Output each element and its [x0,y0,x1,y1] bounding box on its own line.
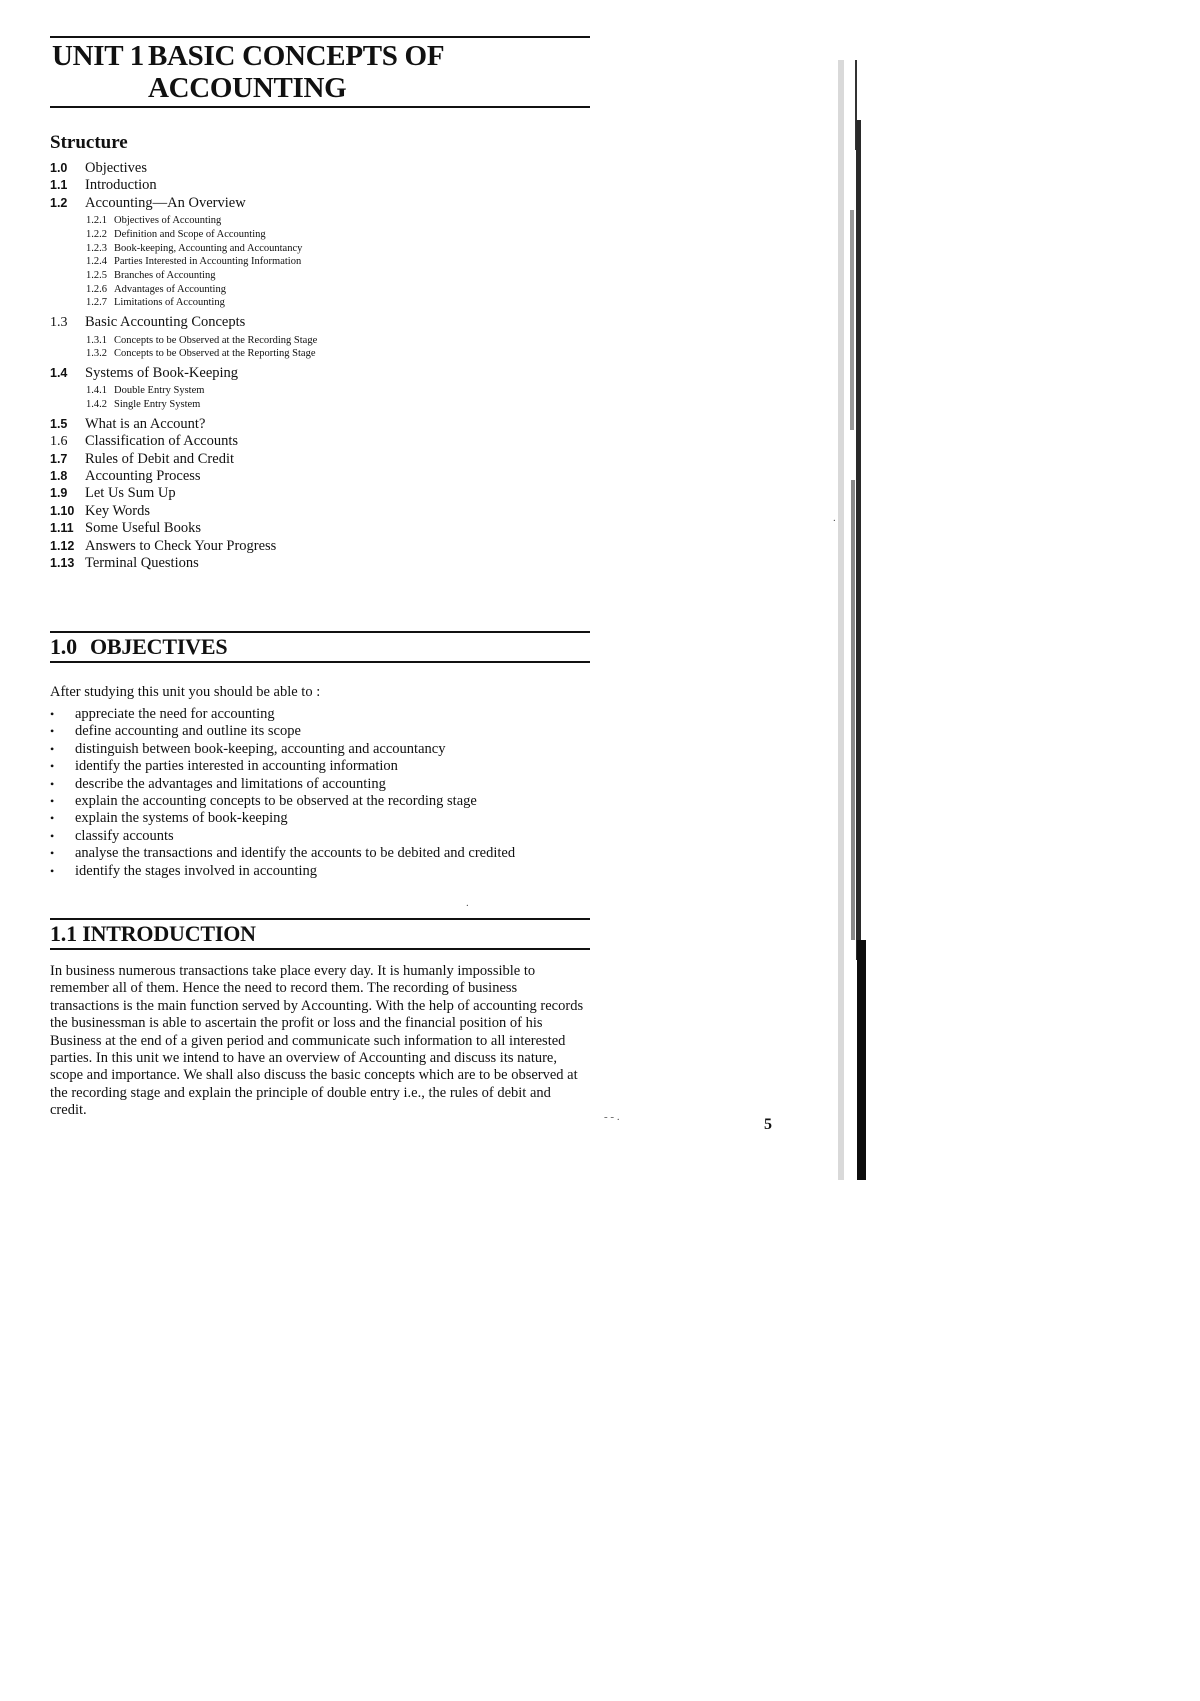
objective-item [50,863,550,880]
toc-item-label: Classification of Accounts [85,433,239,450]
toc-item-label: What is an Account? [85,415,206,432]
objective-text: describe the advantages and limitations of accounting [75,775,386,792]
toc-item [50,538,590,555]
objective-item [50,758,550,775]
toc-item [50,160,590,177]
scan-mark: - - . [604,1111,620,1123]
toc-item-number: 1.8 [50,468,68,483]
toc-item-label: Rules of Debit and Credit [85,450,235,467]
toc-subitem-number: 1.4.2 [86,399,107,411]
toc-item-number: 1.13 [50,556,75,571]
toc-item-number: 1.12 [50,538,75,553]
bullet-icon: • [50,863,55,878]
toc-item [50,195,590,212]
toc-subitem-number: 1.2.5 [86,270,107,282]
toc-item [50,503,590,520]
unit-title-line1: BASIC CONCEPTS OF [148,40,445,72]
toc-item-number: 1.6 [50,434,68,450]
objectives-bottom-rule [50,661,590,663]
binding-line [856,120,861,960]
toc-subitem-label: Objectives of Accounting [114,215,222,227]
objective-text: explain the accounting concepts to be observed at the recording stage [75,793,477,810]
toc-item [50,555,590,572]
toc-subitem-label: Branches of Accounting [114,270,216,282]
bullet-icon: • [50,811,55,826]
toc-item [50,485,590,502]
toc-subitem-label: Advantages of Accounting [114,283,226,295]
toc-item-label: Objectives [85,160,148,176]
objective-item [50,741,550,758]
objectives-section-number: 1.0 [50,634,77,659]
unit-title-line2: ACCOUNTING [148,72,347,104]
toc-item [50,314,590,331]
toc-subitem-label: Limitations of Accounting [114,297,225,309]
toc-item-number: 1.11 [50,521,74,536]
objective-text: identify the parties interested in accounting information [75,758,398,775]
toc-item-label: Systems of Book-Keeping [85,364,239,381]
toc-subitem-label: Book-keeping, Accounting and Accountancy [114,242,303,254]
objectives-top-rule [50,631,590,633]
objective-text: explain the systems of book-keeping [75,810,288,827]
introduction-heading [50,921,256,947]
toc-item-label: Answers to Check Your Progress [85,537,277,554]
binding-grey-2 [851,480,855,940]
binding-grey-1 [850,210,854,430]
toc-item-number: 1.3 [50,315,68,331]
toc-item [50,520,590,537]
toc-subitem-number: 1.2.2 [86,228,107,240]
binding-shadow [838,60,844,1180]
toc-subitem [86,269,590,283]
toc-subitem [86,283,590,297]
scan-dot: . [466,897,469,909]
toc-subsection-list [50,214,590,310]
toc-subitem [86,398,590,412]
toc-item [50,365,590,382]
toc-item-number: 1.7 [50,451,68,466]
toc-item [50,433,590,450]
toc-subitem-number: 1.2.1 [86,215,107,227]
toc-subsection-list [50,334,590,361]
objectives-list [50,706,550,880]
bullet-icon: • [50,741,55,756]
title-bottom-rule [50,106,590,108]
objective-text: classify accounts [75,827,174,844]
toc-item-number: 1.4 [50,365,68,380]
toc-item [50,468,590,485]
toc-item-label: Let Us Sum Up [85,485,176,502]
toc-subitem-number: 1.2.6 [86,283,107,295]
objective-text: appreciate the need for accounting [75,706,275,722]
toc-item-label: Key Words [85,502,151,519]
toc-subitem [86,242,590,256]
toc-subitem-label: Concepts to be Observed at the Recording Stage [114,334,318,346]
title-top-rule [50,36,590,38]
introduction-section-number: 1.1 [50,921,77,946]
bullet-icon: • [50,707,55,721]
objective-item [50,793,550,810]
objectives-heading-text: OBJECTIVES [90,634,228,659]
toc-subitem-label: Concepts to be Observed at the Reporting Stage [114,348,316,360]
toc-subitem-label: Definition and Scope of Accounting [114,228,266,240]
toc-item-label: Introduction [85,177,157,194]
toc-item-label: Terminal Questions [85,555,199,572]
toc-subitem-number: 1.4.1 [86,385,107,397]
toc-item-number: 1.2 [50,195,68,210]
toc-item-number: 1.1 [50,178,68,193]
unit-title [52,40,592,104]
toc-subitem-number: 1.3.2 [86,348,107,360]
binding-edge [820,60,870,1180]
objective-text: analyse the transactions and identify the accounts to be debited and credited [75,845,516,862]
objective-item [50,776,550,793]
toc-item-label: Accounting—An Overview [85,194,246,211]
toc-subitem-number: 1.2.7 [86,297,107,309]
toc-item-label: Accounting Process [85,467,201,484]
toc-subsection-list [50,384,590,411]
toc-subitem [86,334,590,348]
bullet-icon: • [50,759,55,774]
bullet-icon: • [50,794,55,809]
toc-item-number: 1.0 [50,161,68,175]
objective-text: distinguish between book-keeping, accounting and accountancy [75,740,446,757]
introduction-bottom-rule [50,948,590,950]
objective-text: identify the stages involved in accounting [75,862,318,879]
toc-subitem [86,296,590,310]
bullet-icon: • [50,724,55,739]
binding-line-lower [857,940,866,1180]
introduction-paragraph: In business numerous transactions take place every day. It is humanly impossible to remember all of them. Hence the need to record them. The recording of business transactions is the main function served by Accounting. With the help of accounting records the businessman is able to ascertain the profit or loss and the financial position of his Business at the end of a given period and communicate such information to all interested parties. In this unit we intend to have an overview of Accounting and discuss its nature, scope and importance. We shall also discuss the basic concepts which are to be observed at the recording stage and explain the principle of double entry i.e., the rules of debit and credit. [50,963,584,1119]
bullet-icon: • [50,828,55,843]
toc-subitem-number: 1.2.3 [86,242,107,254]
toc-subitem-number: 1.2.4 [86,256,107,268]
objective-item [50,828,550,845]
bullet-icon: • [50,776,55,791]
toc-item [50,451,590,468]
page-number: 5 [764,1116,772,1133]
toc-subitem [86,347,590,361]
toc-subitem-label: Single Entry System [114,399,201,411]
objective-text: define accounting and outline its scope [75,723,301,740]
introduction-heading-text: INTRODUCTION [82,921,256,946]
objective-item [50,706,550,723]
toc-subitem [86,384,590,398]
toc-item-label: Basic Accounting Concepts [85,314,246,331]
toc-subitem-number: 1.3.1 [86,334,107,346]
scan-dot: . [833,512,836,524]
toc-subitem-label: Parties Interested in Accounting Information [114,256,302,268]
toc-subitem [86,228,590,242]
introduction-top-rule [50,918,590,920]
toc-item [50,177,590,194]
objectives-heading [50,634,227,660]
bullet-icon: • [50,846,55,861]
toc-subitem [86,255,590,269]
toc-subitem [86,214,590,228]
table-of-contents [50,160,590,572]
toc-item-number: 1.5 [50,416,68,431]
structure-heading: Structure [50,132,128,153]
objectives-intro: After studying this unit you should be able to : [50,684,321,700]
objective-item [50,723,550,740]
toc-item [50,416,590,433]
toc-subitem-label: Double Entry System [114,385,205,397]
toc-item-label: Some Useful Books [85,520,201,537]
objective-item [50,810,550,827]
unit-label: UNIT 1 [52,40,144,72]
objective-item [50,845,550,862]
toc-item-number: 1.10 [50,503,75,518]
toc-item-number: 1.9 [50,486,68,501]
